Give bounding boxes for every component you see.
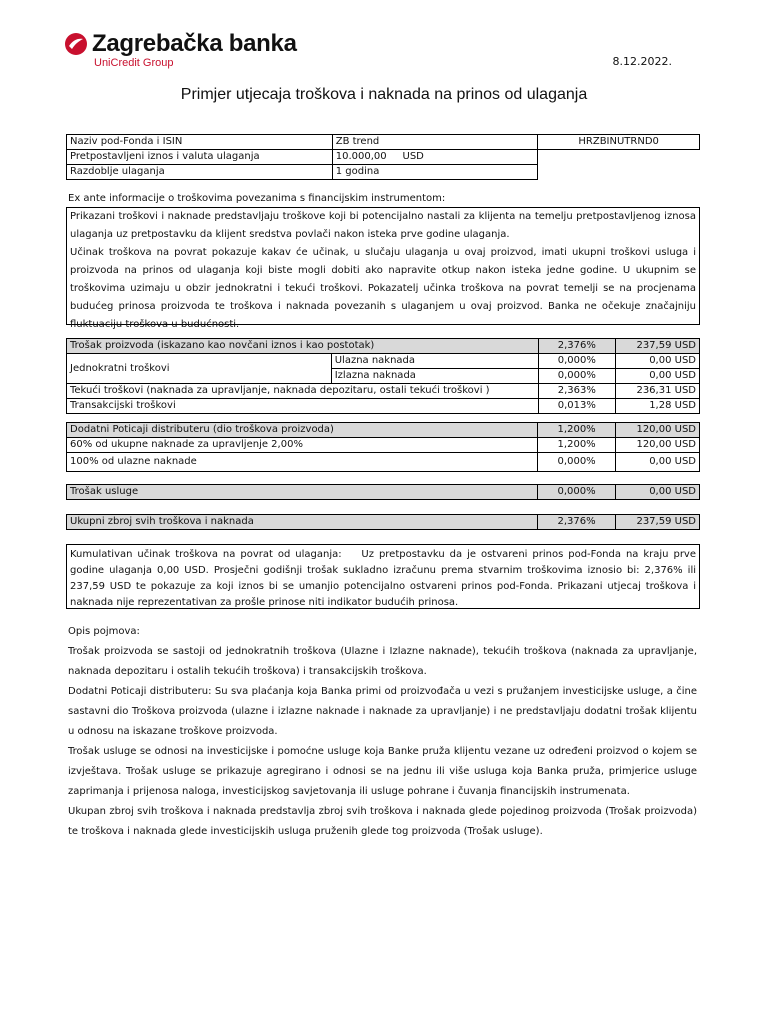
fund-info-table — [66, 134, 700, 180]
ongoing-costs-label: Tekući troškovi (naknada za upravljanje, naknada depozitaru, ostali tekući troškovi ) — [67, 384, 539, 399]
total-cost-amount: 237,59 USD — [616, 515, 700, 530]
bank-group: UniCredit Group — [94, 57, 174, 69]
transaction-costs-amount: 1,28 USD — [616, 399, 700, 414]
table-row — [67, 339, 700, 354]
table-row — [67, 399, 700, 414]
cumulative-effect-label: Kumulativan učinak troškova na povrat od ulaganja: — [70, 549, 342, 560]
ongoing-costs-amount: 236,31 USD — [616, 384, 700, 399]
total-cost-label: Ukupni zbroj svih troškova i naknada — [67, 515, 538, 530]
definitions-heading: Opis pojmova: — [68, 626, 140, 637]
management-fee-share-pct: 1,200% — [538, 438, 616, 453]
one-off-costs-label: Jednokratni troškovi — [67, 354, 332, 384]
bank-name: Zagrebačka banka — [92, 30, 297, 57]
management-fee-share-amount: 120,00 USD — [616, 438, 700, 453]
inducements-amount: 120,00 USD — [616, 423, 700, 438]
investment-period-label: Razdoblje ulaganja — [67, 165, 333, 180]
product-cost-pct: 2,376% — [538, 339, 616, 354]
investment-amount-value: 10.000,00 USD — [332, 150, 538, 165]
table-row — [67, 453, 700, 472]
transaction-costs-label: Transakcijski troškovi — [67, 399, 539, 414]
entry-fee-share-label: 100% od ulazne naknade — [67, 453, 538, 472]
ongoing-costs-pct: 2,363% — [538, 384, 616, 399]
ex-ante-paragraph-2: Učinak troškova na povrat pokazuje kakav će učinak, u slučaju ulaganja u ovaj proizvod, imati ukupni troškovi usluga i proizvoda na prinos od ulaganja koji biste mogli dobiti ako napravite otkup nakon isteka jedne godine. U ukupnim se troškovima uzimaju u obzir jednokratni i tekući troškovi. Pokazatelj učinka troškova na povrat temelji se na procjenama budućeg prinosa proizvoda te troškova i naknada povezanih s ulaganjem u ovaj proizvod. Banka ne očekuje značajniju fluktuaciju troškova u budućnosti. — [70, 247, 696, 330]
table-row — [67, 485, 700, 500]
entry-fee-share-pct: 0,000% — [538, 453, 616, 472]
table-row — [67, 165, 700, 180]
entry-fee-label: Ulazna naknada — [331, 354, 538, 369]
fund-name-value: ZB trend — [332, 135, 538, 150]
exit-fee-amount: 0,00 USD — [616, 369, 700, 384]
page-title: Primjer utjecaja troškova i naknada na prinos od ulaganja — [180, 86, 588, 103]
product-cost-label: Trošak proizvoda (iskazano kao novčani iznos i kao postotak) — [67, 339, 539, 354]
table-row — [67, 438, 700, 453]
entry-fee-pct: 0,000% — [538, 354, 616, 369]
inducements-table — [66, 422, 700, 472]
table-row — [67, 354, 700, 369]
entry-fee-share-amount: 0,00 USD — [616, 453, 700, 472]
total-cost-table — [66, 514, 700, 530]
inducements-label: Dodatni Poticaji distributeru (dio troškova proizvoda) — [67, 423, 538, 438]
service-cost-amount: 0,00 USD — [616, 485, 700, 500]
transaction-costs-pct: 0,013% — [538, 399, 616, 414]
fund-isin: HRZBINUTRND0 — [538, 135, 700, 150]
table-row — [67, 135, 700, 150]
entry-fee-amount: 0,00 USD — [616, 354, 700, 369]
ex-ante-paragraph-1: Prikazani troškovi i naknade predstavljaju troškove koji bi potencijalno nastali za klijenta na temelju pretpostavljenog iznosa ulaganja uz pretpostavku da klijent sredstva povlači nakon isteka prve godine ulaganja. — [70, 211, 696, 240]
table-row — [67, 384, 700, 399]
service-cost-label: Trošak usluge — [67, 485, 538, 500]
definitions-section — [68, 622, 697, 842]
ex-ante-box — [66, 207, 700, 330]
exit-fee-label: Izlazna naknada — [331, 369, 538, 384]
unicredit-logo-icon — [64, 32, 88, 56]
management-fee-share-label: 60% od ukupne naknade za upravljenje 2,00% — [67, 438, 538, 453]
cumulative-effect-box — [66, 544, 700, 609]
definition-total-cost: Ukupan zbroj svih troškova i naknada predstavlja zbroj svih troškova i naknada glede pojedinog proizvoda (Trošak proizvoda) te troškova i naknada glede investicijskih usluga pruženih glede tog proizvoda (Trošak usluge). — [68, 806, 697, 837]
definition-inducements: Dodatni Poticaji distributeru: Su sva plaćanja koja Banka primi od proizvođača u vezi s pružanjem investicijske usluge, a čine sastavni dio Troškova proizvoda (ulazne i izlazne naknade i naknade za upravljanje) i ne predstavljaju dodatni trošak klijentu u odnosu na iskazane troškove proizvoda. — [68, 686, 697, 737]
document-date: 8.12.2022. — [612, 55, 672, 68]
service-cost-table — [66, 484, 700, 500]
definition-product-cost: Trošak proizvoda se sastoji od jednokratnih troškova (Ulazne i Izlazne naknade), tekućih troškova (naknada za upravljanje, naknada depozitaru i ostalih tekućih troškova) i transakcijskih troškova. — [68, 646, 697, 677]
product-cost-amount: 237,59 USD — [616, 339, 700, 354]
exit-fee-pct: 0,000% — [538, 369, 616, 384]
product-cost-table — [66, 338, 700, 414]
table-row — [67, 423, 700, 438]
inducements-pct: 1,200% — [538, 423, 616, 438]
total-cost-pct: 2,376% — [538, 515, 616, 530]
cumulative-effect-text: Uz pretpostavku da je ostvareni prinos pod-Fonda na kraju prve godine ulaganja 0,00 USD. Prosječni godišnji trošak sukladno izračunu prema stvarnim troškovima iznosio bi: 2,376% ili 237,59 USD te pokazuje za koji iznos bi se umanjio potencijalno ostvareni prinos pod-Fonda. Prikazani utjecaj troškova i naknada nije reprezentativan za prošle prinose niti indikator budućih prinosa. — [70, 549, 696, 608]
table-row — [67, 515, 700, 530]
investment-amount-label: Pretpostavljeni iznos i valuta ulaganja — [67, 150, 333, 165]
fund-name-label: Naziv pod-Fonda i ISIN — [67, 135, 333, 150]
service-cost-pct: 0,000% — [538, 485, 616, 500]
definition-service-cost: Trošak usluge se odnosi na investicijske i pomoćne usluge koja Banke pruža klijentu vezane uz određeni proizvod o kojem se izvještava. Trošak usluge se prikazuje agregirano i odnosi se na jednu ili više usluga koja Banka pruža, primjerice usluge zaprimanja i prijenosa naloga, investicijskog savjetovanja ili usluge pohrane i čuvanja financijskih instrumenata. — [68, 746, 697, 797]
ex-ante-heading: Ex ante informacije o troškovima povezanima s financijskim instrumentom: — [68, 193, 446, 204]
investment-period-value: 1 godina — [332, 165, 538, 180]
table-row — [67, 150, 700, 165]
